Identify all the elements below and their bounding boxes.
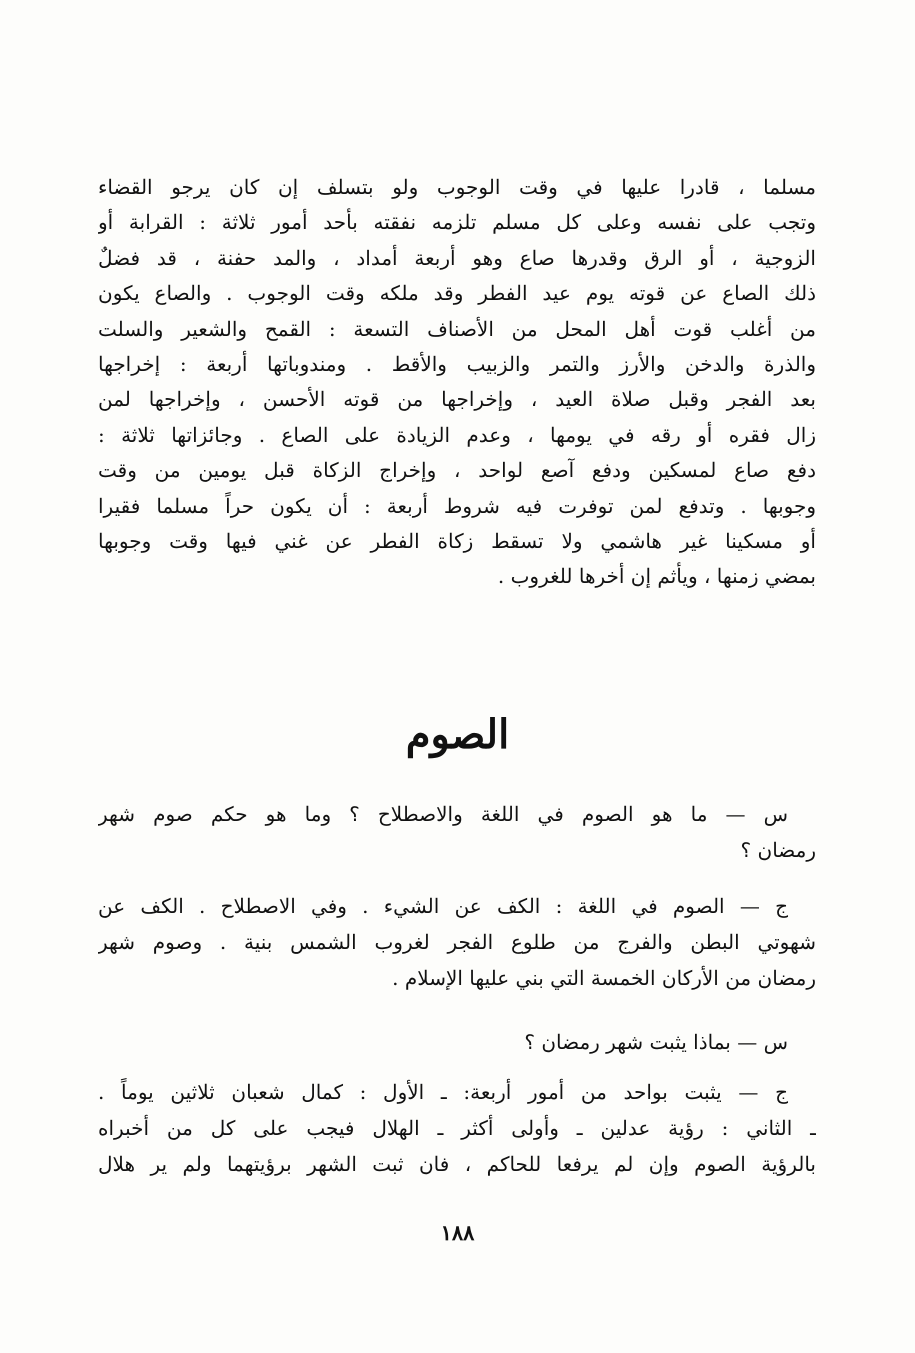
text-line: ذلك الصاع عن قوته يوم عيد الفطر وقد ملكه وقت الوجوب . والصاع يكون: [98, 281, 816, 306]
answer-line: رمضان من الأركان الخمسة التي بني عليها الإسلام .: [392, 966, 816, 990]
answer-line: بالرؤية الصوم وإن لم يرفعا للحاكم ، فان ثبت الشهر برؤيتهما ولم ير هلال: [98, 1152, 816, 1176]
text-line: الزوجية ، أو الرق وقدرها صاع وهو أربعة أمداد ، والمد حفنة ، قد فضلٌ: [98, 245, 816, 270]
text-line: بعد الفجر وقبل صلاة العيد ، وإخراجها من قوته الأحسن ، وإخراجها لمن: [98, 387, 816, 412]
text-line: أو مسكينا غير هاشمي ولا تسقط زكاة الفطر عن غني فيها وقت وجوبها: [98, 528, 816, 553]
text-line: دفع صاع لمسكين ودفع آصع لواحد ، وإخراج الزكاة قبل يومين من وقت: [98, 458, 816, 483]
answer-line: ج — يثبت بواحد من أمور أربعة: ـ الأول : كمال شعبان ثلاثين يوماً .: [98, 1080, 788, 1104]
text-line: زال فقره أو رقه في يومها ، وعدم الزيادة على الصاع . وجائزاتها ثلاثة :: [98, 422, 816, 447]
text-line: مسلما ، قادرا عليها في وقت الوجوب ولو بتسلف إن كان يرجو القضاء: [98, 175, 816, 199]
answer-2: [98, 1074, 816, 1182]
page-number: ١٨٨: [440, 1220, 475, 1245]
answer-line: ج — الصوم في اللغة : الكف عن الشيء . وفي الاصطلاح . الكف عن: [98, 894, 788, 918]
question-1: [98, 796, 816, 868]
top-paragraph: [98, 170, 816, 595]
text-line: بمضي زمنها ، ويأثم إن أخرها للغروب .: [497, 564, 816, 589]
text-line: وتجب على نفسه وعلى كل مسلم تلزمه نفقته بأحد أمور ثلاثة : القرابة أو: [98, 210, 816, 235]
answer-1: [98, 888, 816, 996]
question-line: س — بماذا يثبت شهر رمضان ؟: [524, 1030, 788, 1054]
answer-line: ـ الثاني : رؤية عدلين ـ وأولى أكثر ـ الهلال فيجب على كل من أخبراه: [98, 1116, 816, 1140]
question-line: س — ما هو الصوم في اللغة والاصطلاح ؟ وما هو حكم صوم شهر: [98, 802, 788, 826]
text-line: من أغلب قوت أهل المحل من الأصناف التسعة : القمح والشعير والسلت: [98, 316, 816, 341]
answer-line: شهوتي البطن والفرج من طلوع الفجر لغروب الشمس بنية . وصوم شهر: [98, 930, 816, 954]
question-2: [98, 1024, 816, 1060]
text-line: وجوبها . وتدفع لمن توفرت فيه شروط أربعة : أن يكون حراً مسلما فقيرا: [98, 493, 816, 518]
text-line: والذرة والدخن والأرز والتمر والزبيب والأقط . ومندوباتها أربعة : إخراجها: [98, 351, 816, 376]
question-line: رمضان ؟: [740, 838, 816, 862]
section-heading: الصوم: [405, 711, 510, 758]
